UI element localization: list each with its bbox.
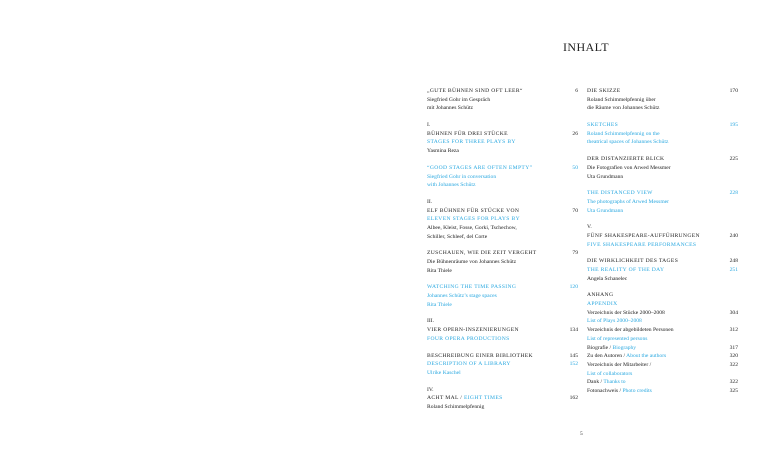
toc-line	[587, 232, 738, 241]
toc-page-number: 152	[569, 361, 578, 368]
toc-line	[427, 301, 578, 310]
toc-page-number: 70	[572, 207, 578, 214]
toc-line	[427, 138, 578, 147]
toc-page-number: 6	[575, 88, 578, 94]
toc-entry	[587, 87, 738, 113]
toc-line	[427, 283, 578, 292]
toc-page-number: 225	[729, 156, 738, 163]
toc-column-left	[427, 87, 578, 420]
toc-line-text: Roland Schimmelpfennig	[427, 403, 485, 410]
toc-line	[587, 164, 738, 173]
toc-line	[427, 335, 578, 344]
toc-entry	[427, 121, 578, 156]
toc-line-text: List of collaborators	[587, 370, 633, 377]
toc-entry	[427, 164, 578, 190]
toc-page-number: 325	[729, 387, 738, 394]
toc-line-text: IV.	[427, 386, 434, 393]
toc-line	[427, 258, 578, 267]
toc-line	[587, 207, 738, 216]
toc-page-number: 26	[572, 130, 578, 137]
toc-line-text: APPENDIX	[587, 301, 618, 308]
toc-entry	[427, 87, 578, 113]
toc-page-number: 248	[729, 258, 738, 265]
toc-line-text: Dank /	[587, 379, 604, 386]
toc-line	[587, 291, 738, 300]
toc-line	[587, 121, 738, 130]
toc-line	[587, 352, 738, 361]
toc-line-text: I.	[427, 122, 431, 129]
toc-entry	[587, 291, 738, 395]
toc-line	[427, 369, 578, 378]
toc-page-number: 317	[729, 344, 738, 351]
toc-line	[427, 403, 578, 412]
toc-page-number: 195	[729, 122, 738, 129]
toc-line	[427, 173, 578, 182]
toc-line-text: WATCHING THE TIME PASSING	[427, 284, 517, 291]
toc-page-number: 79	[572, 250, 578, 257]
toc-line	[587, 241, 738, 250]
toc-entry	[587, 189, 738, 215]
toc-entry	[427, 352, 578, 378]
toc-line	[427, 360, 578, 369]
toc-line	[427, 198, 578, 207]
toc-line	[587, 370, 738, 379]
toc-line	[587, 317, 738, 326]
toc-line-text: SKETCHES	[587, 122, 619, 129]
toc-line-translation: Biography	[612, 344, 637, 351]
toc-line	[427, 104, 578, 113]
toc-line-text: DESCRIPTION OF A LIBRARY	[427, 361, 511, 368]
toc-line-text: Schiller, Schleef, del Corte	[427, 233, 488, 240]
toc-line-text: „GUTE BÜHNEN SIND OFT LEER“	[427, 88, 523, 94]
toc-line-text: die Räume von Johannes Schütz	[587, 105, 660, 112]
toc-line-text: Siegfried Gohr in conversation	[427, 173, 497, 180]
toc-line	[427, 96, 578, 105]
toc-line-text: STAGES FOR THREE PLAYS BY	[427, 139, 516, 146]
toc-page-number: 320	[729, 353, 738, 360]
toc-line-text: DER DISTANZIERTE BLICK	[587, 156, 665, 163]
toc-entry	[587, 121, 738, 147]
toc-line	[587, 300, 738, 309]
toc-line-text: mit Johannes Schütz	[427, 105, 473, 112]
toc-entry	[427, 317, 578, 343]
toc-line-text: “GOOD STAGES ARE OFTEN EMPTY”	[427, 164, 533, 171]
toc-line-translation: EIGHT TIMES	[463, 395, 503, 402]
toc-page-number: 240	[729, 232, 738, 239]
toc-line	[427, 121, 578, 130]
toc-line-text: Uta Grundmann	[587, 173, 624, 180]
toc-line-text: BÜHNEN FÜR DREI STÜCKE	[427, 130, 508, 137]
toc-line	[587, 173, 738, 182]
toc-line	[587, 335, 738, 344]
toc-line	[587, 361, 738, 370]
toc-line	[427, 207, 578, 216]
toc-page-number: 162	[569, 395, 578, 402]
toc-line-text: Rita Thiele	[427, 301, 452, 308]
toc-line-text: List of represented persons	[587, 335, 648, 342]
toc-line-text: II.	[427, 198, 433, 205]
toc-line	[587, 198, 738, 207]
toc-line-text: VIER OPERN-INSZENIERUNGEN	[427, 327, 519, 334]
toc-line-text: BESCHREIBUNG EINER BIBLIOTHEK	[427, 352, 533, 359]
toc-line	[587, 189, 738, 198]
toc-entry	[587, 223, 738, 249]
toc-page-number: 251	[729, 267, 738, 273]
toc-line-text: Biografie /	[587, 344, 613, 351]
toc-line	[587, 87, 738, 96]
toc-line-text: III.	[427, 318, 434, 325]
toc-line	[587, 266, 738, 275]
toc-entry	[427, 386, 578, 412]
page-title: INHALT	[563, 40, 609, 54]
toc-line-text: DIE WIRKLICHKEIT DES TAGES	[587, 258, 679, 265]
toc-line-text: Die Bühnenräume von Johannes Schütz	[427, 259, 517, 265]
toc-line	[587, 378, 738, 387]
toc-line	[587, 96, 738, 105]
toc-line	[427, 130, 578, 139]
toc-line	[587, 138, 738, 147]
toc-line	[587, 275, 738, 284]
toc-line-text: Zu den Autoren /	[587, 353, 627, 360]
toc-line-translation: Photo credits	[622, 387, 652, 394]
toc-page-number: 228	[729, 190, 738, 197]
toc-line-translation: About the authors	[626, 353, 667, 360]
toc-line-text: Johannes Schütz’s stage spaces	[427, 293, 497, 300]
toc-page-number: 304	[729, 309, 738, 316]
toc-line	[587, 155, 738, 164]
toc-line-text: Die Fotografien von Arwed Messmer	[587, 164, 671, 171]
toc-line	[587, 130, 738, 139]
toc-line-text: Verzeichnis der Mitarbeiter /	[587, 361, 652, 368]
toc-line-text: ELF BÜHNEN FÜR STÜCKE VON	[427, 207, 520, 214]
toc-line	[587, 387, 738, 396]
toc-line-text: Fotonachweis /	[587, 387, 623, 394]
toc-line-text: Yasmina Reza	[427, 148, 459, 155]
toc-line-text: theatrical spaces of Johannes Schütz	[587, 139, 669, 146]
toc-line	[587, 326, 738, 335]
toc-line	[427, 87, 578, 96]
toc-line-text: Verzeichnis der Stücke 2000–2008	[587, 309, 665, 316]
toc-line-text: ACHT MAL /	[427, 395, 464, 402]
toc-line-text: Verzeichnis der abgebildeten Personen	[587, 327, 674, 334]
toc-page-number: 322	[729, 361, 738, 368]
toc-column-right	[587, 87, 738, 404]
toc-line-translation: Thanks to	[603, 379, 626, 386]
toc-page-number: 170	[729, 88, 738, 94]
toc-line-text: FIVE SHAKESPEARE PERFORMANCES	[587, 241, 697, 248]
toc-line	[427, 181, 578, 190]
toc-entry	[427, 249, 578, 275]
toc-line-text: with Johannes Schütz	[427, 182, 476, 189]
toc-line-text: Rita Thiele	[427, 267, 452, 274]
toc-line-text: ANHANG	[587, 292, 614, 299]
toc-page-number: 134	[569, 327, 578, 334]
toc-line-text: Albee, Kleist, Fosse, Gorki, Tschechow,	[427, 224, 517, 231]
toc-line	[427, 292, 578, 301]
toc-line	[427, 164, 578, 173]
toc-line-text: Siegfried Gohr im Gespräch	[427, 96, 491, 103]
toc-entry	[587, 257, 738, 283]
toc-page-number: 312	[729, 327, 738, 334]
toc-line	[587, 104, 738, 113]
toc-line-text: DIE SKIZZE	[587, 88, 621, 94]
toc-line-text: Roland Schimmelpfennig über	[587, 96, 656, 103]
toc-line-text: Angela Schanelec	[587, 275, 628, 282]
toc-line-text: The photographs of Arwed Messmer	[587, 198, 670, 205]
toc-line-text: THE DISTANCED VIEW	[587, 190, 653, 197]
toc-line	[427, 215, 578, 224]
toc-entry	[427, 283, 578, 309]
toc-line-text: Ulrike Kaschel	[427, 369, 461, 376]
toc-line	[427, 224, 578, 233]
page-number: 5	[580, 431, 583, 437]
toc-line	[587, 257, 738, 266]
toc-line-text: FOUR OPERA PRODUCTIONS	[427, 335, 510, 342]
toc-line	[427, 394, 578, 403]
toc-line-text: List of Plays 2000–2008	[587, 318, 642, 325]
toc-line-text: Uta Grundmann	[587, 207, 624, 214]
toc-entry	[427, 198, 578, 241]
toc-line	[427, 267, 578, 276]
toc-line	[427, 317, 578, 326]
toc-line	[587, 309, 738, 318]
toc-line	[427, 326, 578, 335]
toc-line	[587, 223, 738, 232]
toc-line-text: ELEVEN STAGES FOR PLAYS BY	[427, 216, 520, 223]
toc-page-number: 145	[569, 352, 578, 359]
toc-line	[427, 352, 578, 361]
toc-line	[427, 147, 578, 156]
toc-line	[427, 233, 578, 242]
toc-page-number: 322	[729, 379, 738, 386]
toc-line	[427, 249, 578, 258]
toc-page-number: 120	[569, 284, 578, 291]
toc-entry	[587, 155, 738, 181]
toc-line	[427, 386, 578, 395]
toc-line-text: FÜNF SHAKESPEARE-AUFFÜHRUNGEN	[587, 232, 700, 239]
toc-line-text: ZUSCHAUEN, WIE DIE ZEIT VERGEHT	[427, 250, 537, 257]
toc-line-text: V.	[587, 224, 592, 231]
toc-line	[587, 344, 738, 353]
toc-page-number: 50	[572, 164, 578, 171]
toc-line-text: Roland Schimmelpfennig on the	[587, 130, 660, 137]
toc-line-text: THE REALITY OF THE DAY	[587, 267, 665, 273]
